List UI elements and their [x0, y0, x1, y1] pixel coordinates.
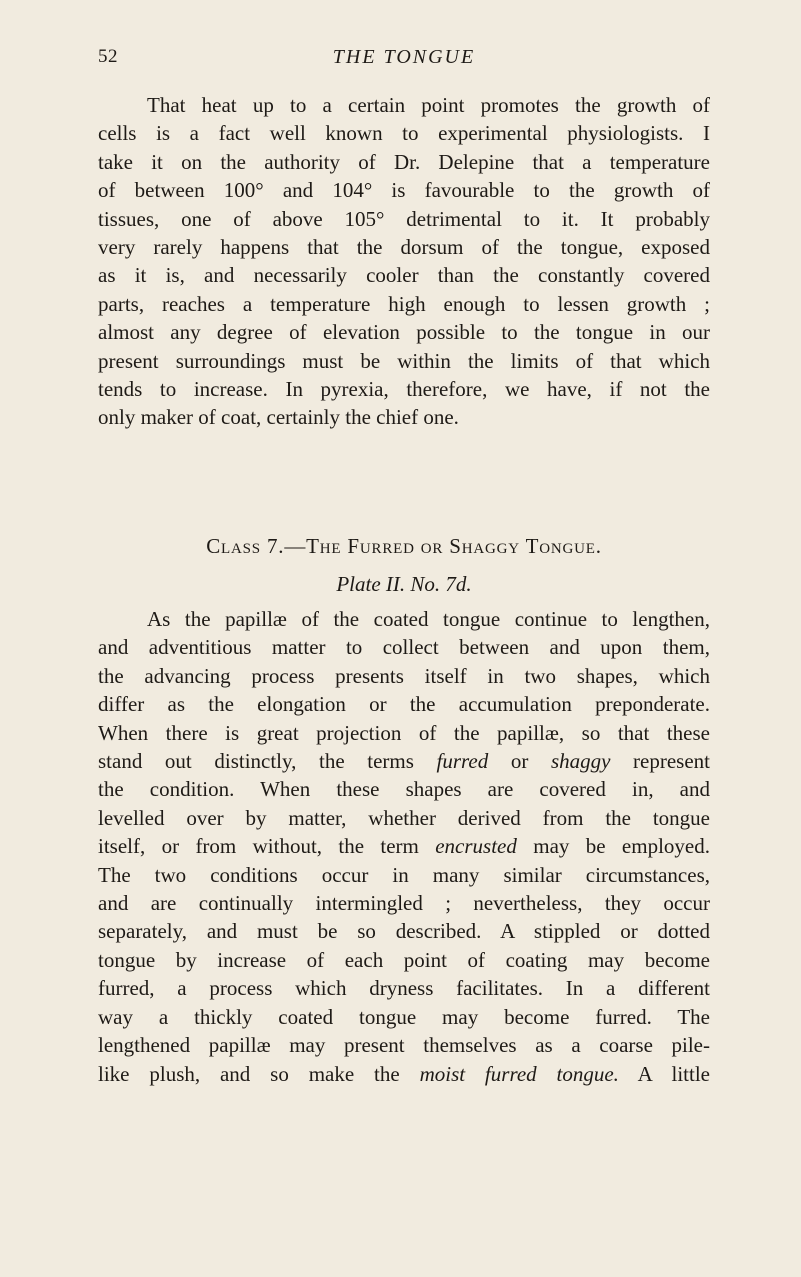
- text-fragment: A little: [618, 1061, 711, 1086]
- text-line: levelled over by matter, whether derived from the tongue: [98, 805, 710, 830]
- text-line: tends to increase. In pyrexia, therefore, we have, if not the: [98, 377, 710, 402]
- text-line: of between 100° and 104° is favourable to the growth of: [98, 178, 710, 203]
- text-line: take it on the authority of Dr. Delepine that a temperature: [98, 149, 710, 174]
- plate-reference: Plate II. No. 7d.: [336, 572, 472, 596]
- page-header: [98, 46, 710, 74]
- text-line: way a thickly coated tongue may become furred. The: [98, 1004, 710, 1029]
- text-line: [98, 1060, 710, 1088]
- text-line: lengthened papillæ may present themselves as a coarse pile-: [98, 1033, 710, 1058]
- running-title: THE TONGUE: [332, 46, 476, 68]
- text-line: The two conditions occur in many similar circumstances,: [98, 862, 710, 887]
- text-fragment: represent: [610, 749, 710, 774]
- text-line: tissues, one of above 105° detrimental to it. It probably: [98, 206, 710, 231]
- text-line: [98, 832, 710, 860]
- text-line: differ as the elongation or the accumulation preponderate.: [98, 692, 710, 717]
- text-line: That heat up to a certain point promotes the growth of: [147, 93, 710, 117]
- text-line: tongue by increase of each point of coating may become: [98, 947, 710, 972]
- text-line: cells is a fact well known to experimental physiologists. I: [98, 121, 710, 146]
- text-line: only maker of coat, certainly the chief one.: [98, 405, 459, 430]
- text-line: [98, 747, 710, 775]
- text-line: When there is great projection of the papillæ, so that these: [98, 720, 710, 745]
- text-fragment: or: [488, 749, 551, 774]
- text-line: As the papillæ of the coated tongue continue to lengthen,: [147, 607, 710, 631]
- text-line: and adventitious matter to collect between and upon them,: [98, 635, 710, 660]
- text-fragment: like plush, and so make the: [98, 1061, 420, 1086]
- section-heading: Class 7.—The Furred or Shaggy Tongue.: [206, 534, 602, 558]
- text-line: almost any degree of elevation possible to the tongue in our: [98, 320, 710, 345]
- text-line: as it is, and necessarily cooler than the constantly covered: [98, 263, 710, 288]
- paragraph-furred-tongue: [98, 605, 710, 1088]
- text-fragment: stand out distinctly, the terms: [98, 749, 437, 774]
- text-line: and are continually intermingled ; nevertheless, they occur: [98, 891, 710, 916]
- text-line: the advancing process presents itself in two shapes, which: [98, 663, 710, 688]
- text-fragment: may be employed.: [516, 834, 710, 859]
- text-line: very rarely happens that the dorsum of the tongue, exposed: [98, 235, 710, 260]
- italic-term-shaggy: shaggy: [550, 749, 611, 774]
- text-line: separately, and must be so described. A stippled or dotted: [98, 919, 710, 944]
- text-line: the condition. When these shapes are covered in, and: [98, 777, 710, 802]
- text-line: furred, a process which dryness facilitates. In a different: [98, 976, 710, 1001]
- italic-term-encrusted: encrusted: [435, 834, 517, 859]
- text-fragment: itself, or from without, the term: [98, 834, 436, 859]
- italic-term-furred: furred: [436, 749, 489, 774]
- text-line: parts, reaches a temperature high enough to lessen growth ;: [98, 291, 710, 316]
- text-line: present surroundings must be within the limits of that which: [98, 348, 710, 373]
- paragraph-heat-and-growth: [98, 91, 710, 432]
- page-number: 52: [98, 46, 118, 67]
- italic-term-moist-furred-tongue: moist furred tongue.: [419, 1061, 619, 1086]
